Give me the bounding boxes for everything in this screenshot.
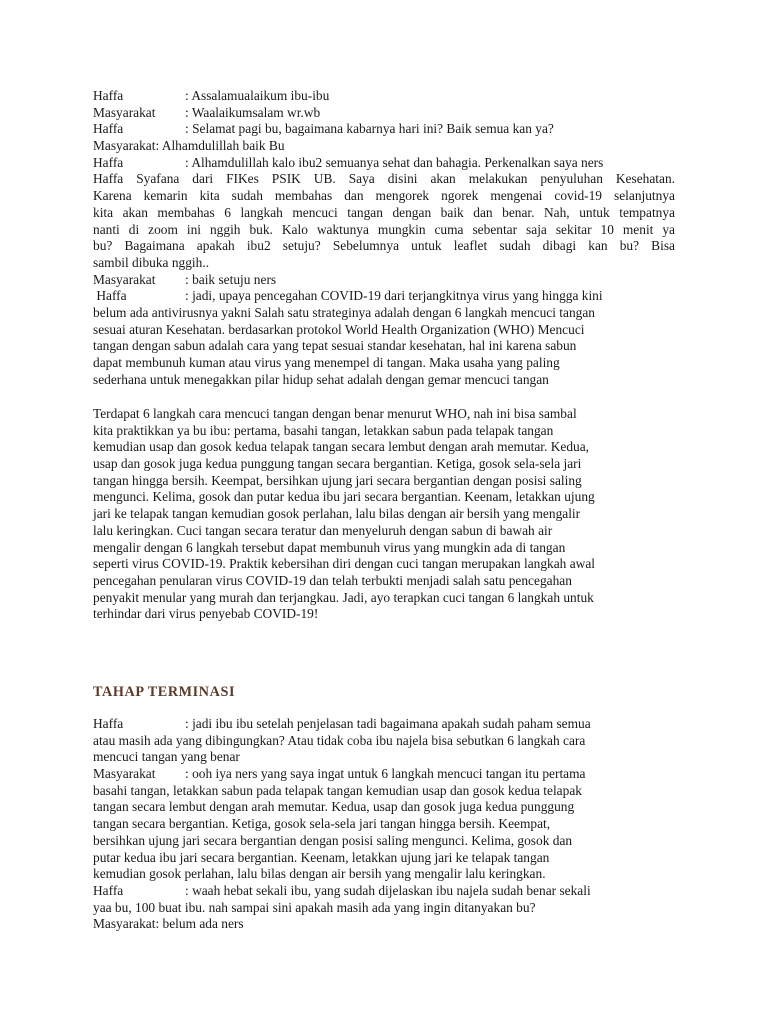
dialog-continuation: putar kedua ibu jari secara bergantian. Keenam, letakkan ujung jari ke telapak tangan <box>93 849 550 865</box>
dialog-line <box>93 883 675 900</box>
dialog-continuation: nanti di zoom ini nggih buk. Kalo waktunya mungkin cuma sebentar saja sekitar 10 menit ya <box>93 221 675 237</box>
speaker-name: Haffa <box>93 154 124 170</box>
dialog-line <box>93 766 675 783</box>
dialog-line <box>93 288 675 305</box>
dialog-continuation: yaa bu, 100 buat ibu. nah sampai sini apakah masih ada yang ingin ditanyakan bu? <box>93 899 536 915</box>
dialog-text: : ooh iya ners yang saya ingat untuk 6 langkah mencuci tangan itu pertama <box>185 766 586 782</box>
dialog-continuation: bersihkan ujung jari secara bergantian dengan posisi saling mengunci. Kelima, gosok dan <box>93 832 573 848</box>
dialog-continuation: sederhana untuk menegakkan pilar hidup sehat adalah dengan gemar mencuci tangan <box>93 371 549 387</box>
speaker-name: Masyarakat <box>93 104 156 120</box>
paragraph-line: pencegahan penularan virus COVID-19 dan telah terbukti menjadi salah satu pencegahan <box>93 572 572 588</box>
paragraph-line: mengunci. Kelima, gosok dan putar kedua ibu jari secara bergantian. Keenam, letakkan ujung <box>93 489 595 505</box>
speaker-name: Masyarakat <box>93 766 156 782</box>
opening-dialog <box>93 88 675 388</box>
paragraph-line: jari ke telapak tangan kemudian gosok perlahan, lalu bilas dengan air bersih yang mengalir <box>93 506 581 522</box>
termination-dialog <box>93 716 675 933</box>
speaker-name: Haffa <box>93 716 124 731</box>
speaker-name: Haffa <box>93 88 124 103</box>
dialog-line <box>93 155 675 172</box>
dialog-continuation: belum ada antivirusnya yakni Salah satu strateginya adalah dengan 6 langkah mencuci tangan <box>93 304 595 320</box>
dialog-continuation: tangan dengan sabun adalah cara yang tepat sesuai standar kesehatan, hal ini karena sabun <box>93 338 577 354</box>
dialog-continuation: kemudian gosok perlahan, lalu bilas dengan air bersih yang mengalir lalu keringkan. <box>93 866 546 882</box>
paragraph-line: penyakit menular yang murah dan terjangkau. Jadi, ayo terapkan cuci tangan 6 langkah untuk <box>93 589 594 605</box>
paragraph-line: kita praktikkan ya bu ibu: pertama, basahi tangan, letakkan sabun pada telapak tangan <box>93 422 554 438</box>
dialog-line: Masyarakat : Waalaikumsalam wr.wb <box>93 104 321 120</box>
dialog-line: Masyarakat: Alhamdulillah baik Bu <box>93 138 285 154</box>
dialog-text: Waalaikumsalam wr.wb <box>191 104 321 120</box>
paragraph-line: Terdapat 6 langkah cara mencuci tangan dengan benar menurut WHO, nah ini bisa sambal <box>93 406 577 421</box>
dialog-continuation: tangan secara bergantian. Ketiga, gosok sela-sela jari tangan hingga bersih. Keempat, <box>93 816 551 832</box>
dialog-continuation: kita akan membahas 6 langkah mencuci tangan dengan baik dan benar. Nah, untuk tempatnya <box>93 204 675 220</box>
dialog-line: Masyarakat: belum ada ners <box>93 916 244 932</box>
dialog-continuation: bu? Bagaimana apakah ibu2 setuju? Sebelumnya untuk leaflet sudah dibagi kan bu? Bisa <box>93 238 675 254</box>
dialog-line <box>93 716 675 733</box>
dialog-continuation: Haffa Syafana dari FIKes PSIK UB. Saya disini akan melakukan penyuluhan Kesehatan. <box>93 171 675 187</box>
paragraph-line: seperti virus COVID-19. Praktik kebersihan diri dengan cuci tangan merupakan langkah awal <box>93 556 595 572</box>
steps-paragraph <box>93 406 675 623</box>
paragraph-line: tangan hingga bersih. Keempat, bersihkan ujung jari secara bergantian dengan posisi saling <box>93 472 582 488</box>
dialog-line: Haffa : Selamat pagi bu, bagaimana kabarnya hari ini? Baik semua kan ya? <box>93 121 554 137</box>
paragraph-line: kemudian usap dan gosok kedua telapak tangan secara lembut dengan arah memutar. Kedua, <box>93 439 590 455</box>
speaker-name: Haffa <box>93 882 124 898</box>
dialog-text: : waah hebat sekali ibu, yang sudah dijelaskan ibu najela sudah benar sekali <box>185 882 591 898</box>
dialog-text: : baik setuju ners <box>185 271 277 287</box>
dialog-line <box>93 272 675 289</box>
dialog-text: : jadi, upaya pencegahan COVID-19 dari terjangkitnya virus yang hingga kini <box>185 288 603 304</box>
dialog-continuation: atau masih ada yang dibingungkan? Atau tidak coba ibu najela bisa sebutkan 6 langkah cara <box>93 732 586 748</box>
paragraph-line: mengalir dengan 6 langkah tersebut dapat membunuh virus yang mungkin ada di tangan <box>93 539 566 555</box>
dialog-continuation: tangan secara lembut dengan arah memutar. Kedua, usap dan gosok juga kedua punggung <box>93 799 575 815</box>
dialog-text: Assalamualaikum ibu-ibu <box>191 88 330 103</box>
speaker-name: Masyarakat <box>93 271 156 287</box>
dialog-text: Selamat pagi bu, bagaimana kabarnya hari ini? Baik semua kan ya? <box>192 121 554 137</box>
section-heading: TAHAP TERMINASI <box>93 684 236 700</box>
dialog-continuation: mencuci tangan yang benar <box>93 749 240 765</box>
paragraph-line: usap dan gosok juga kedua punggung tangan secara bergantian. Ketiga, gosok sela-sela jari <box>93 456 582 472</box>
dialog-continuation: basahi tangan, letakkan sabun pada telapak tangan kemudian usap dan gosok kedua telapak <box>93 782 582 798</box>
dialog-continuation: Karena kemarin kita sudah membahas dan mengorek ngorek mengenai covid-19 selanjutnya <box>93 188 675 204</box>
dialog-text: : Alhamdulillah kalo ibu2 semuanya sehat dan bahagia. Perkenalkan saya ners <box>185 154 604 170</box>
dialog-continuation: dapat membunuh kuman atau virus yang menempel di tangan. Maka usaha yang paling <box>93 355 560 370</box>
paragraph-line: terhindar dari virus penyebab COVID-19! <box>93 606 319 622</box>
speaker-name: Haffa <box>93 288 127 304</box>
dialog-line: Haffa : Assalamualaikum ibu-ibu <box>93 88 330 103</box>
speaker-name: Haffa <box>93 121 124 137</box>
paragraph-line: lalu keringkan. Cuci tangan secara teratur dan menyeluruh dengan sabun di bawah air <box>93 522 553 538</box>
dialog-continuation: sambil dibuka nggih.. <box>93 254 210 270</box>
dialog-continuation: sesuai aturan Kesehatan. berdasarkan protokol World Health Organization (WHO) Mencuci <box>93 321 585 337</box>
dialog-text: : jadi ibu ibu setelah penjelasan tadi bagaimana apakah sudah paham semua <box>185 716 591 731</box>
